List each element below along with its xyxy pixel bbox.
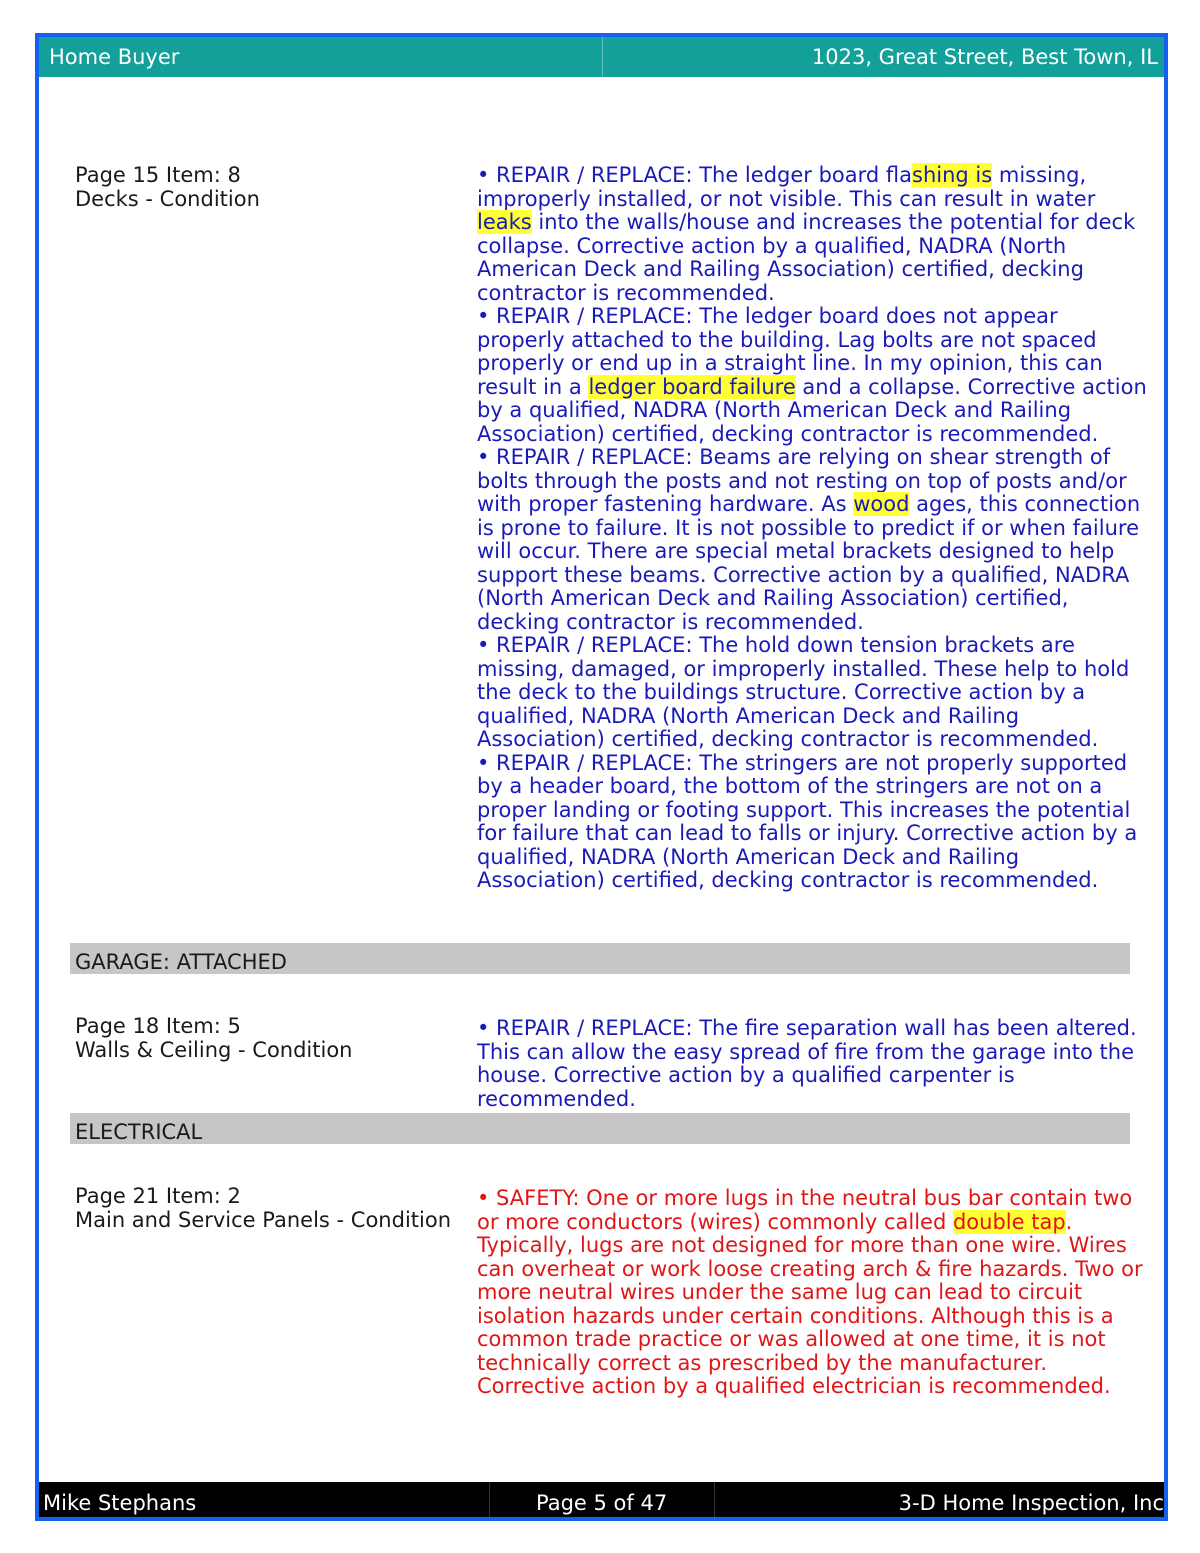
header-divider bbox=[602, 37, 603, 77]
comment-text: • REPAIR / REPLACE: The ledger board fla bbox=[477, 163, 912, 187]
item-ref: Page 15 Item: 8 bbox=[75, 163, 241, 187]
page-number: Page 5 of 47 bbox=[536, 1491, 668, 1515]
comment-text: • SAFETY: One or more lugs in the neutral bus bar contain two or more conductors (wires) commonly called bbox=[477, 1186, 1133, 1234]
inspector-name: Mike Stephans bbox=[43, 1491, 197, 1515]
highlighted-text: leaks bbox=[477, 210, 532, 234]
company-name: 3-D Home Inspection, Inc bbox=[898, 1491, 1164, 1515]
comment-paragraph bbox=[477, 634, 1147, 752]
highlighted-text: ledger board failure bbox=[588, 374, 796, 399]
section-header-electrical bbox=[70, 1113, 1130, 1144]
item-title: Decks - Condition bbox=[75, 186, 260, 211]
comment-paragraph bbox=[477, 305, 1147, 446]
comment-paragraph bbox=[477, 446, 1147, 634]
footer-divider bbox=[489, 1482, 490, 1517]
entry-garage-comments bbox=[477, 1017, 1147, 1111]
item-title: Main and Service Panels - Condition bbox=[75, 1207, 452, 1232]
section-header-garage bbox=[70, 943, 1130, 974]
entry-decks-label bbox=[75, 164, 465, 211]
comment-paragraph bbox=[477, 752, 1147, 893]
client-name: Home Buyer bbox=[49, 45, 180, 69]
item-ref: Page 18 Item: 5 bbox=[75, 1014, 241, 1038]
comment-text: missing, improperly installed, or not visible. This can result in water bbox=[477, 163, 1096, 211]
entry-electrical-comments bbox=[477, 1187, 1147, 1399]
entry-electrical-label bbox=[75, 1185, 465, 1232]
comment-text: • REPAIR / REPLACE: Beams are relying on shear strength of bolts through the posts and not resting on top of posts and/or with proper fastening hardware. As bbox=[477, 445, 1127, 516]
comment-text: • REPAIR / REPLACE: The stringers are not properly supported by a header board, the bottom of the stringers are not on a proper landing or footing support. This increases the potential for failure that can lead to falls or injury. Corrective action by a qualified, NADRA (North American Deck and Railing Association) certified, decking contractor is recommended. bbox=[477, 750, 1138, 892]
highlighted-text: wood bbox=[853, 492, 910, 516]
highlighted-text: shing is bbox=[912, 163, 993, 187]
item-title: Walls & Ceiling - Condition bbox=[75, 1037, 353, 1062]
comment-text: ages, this connection is prone to failure. It is not possible to predict if or when failure will occur. There are special metal brackets designed to help support these beams. Corrective action by a qualified, NADRA (North American Deck and Railing Association) certified, decking contractor is recommended. bbox=[477, 492, 1141, 634]
entry-garage-label bbox=[75, 1015, 465, 1062]
section-title: ELECTRICAL bbox=[75, 1120, 203, 1144]
section-title: GARAGE: ATTACHED bbox=[75, 950, 287, 974]
comment-text: into the walls/house and increases the potential for deck collapse. Corrective action by a qualified, NADRA (North American Deck and Railing Association) certified, decking contractor is recommended. bbox=[477, 210, 1136, 305]
comment-paragraph bbox=[477, 1187, 1147, 1399]
entry-decks-comments bbox=[477, 164, 1147, 893]
property-address: 1023, Great Street, Best Town, IL bbox=[811, 45, 1158, 69]
comment-paragraph bbox=[477, 1017, 1147, 1111]
item-ref: Page 21 Item: 2 bbox=[75, 1184, 241, 1208]
comment-text: and a collapse. Corrective action by a qualified, NADRA (North American Deck and Railing Association) certified, decking contractor is recommended. bbox=[477, 374, 1147, 446]
comment-text: • REPAIR / REPLACE: The hold down tension brackets are missing, damaged, or improperly installed. These help to hold the deck to the buildings structure. Corrective action by a qualified, NADRA (North American Deck and Railing Association) certified, decking contractor is recommended. bbox=[477, 633, 1130, 751]
header-bar bbox=[39, 37, 1164, 77]
comment-text: . Typically, lugs are not designed for more than one wire. Wires can overheat or work loose creating arch & fire hazards. Two or more neutral wires under the same lug can lead to circuit isolation hazards under certain conditions. Although this is a common trade practice or was allowed at one time, it is not technically correct as prescribed by the manufacturer. Corrective action by a qualified electrician is recommended. bbox=[477, 1209, 1143, 1398]
comment-text: • REPAIR / REPLACE: The ledger board does not appear properly attached to the building. Lag bolts are not spaced properly or end up in a straight line. In my opinion, this can result in a bbox=[477, 304, 1103, 399]
comment-text: • REPAIR / REPLACE: The fire separation wall has been altered. This can allow the easy spread of fire from the garage into the house. Corrective action by a qualified carpenter is recommended. bbox=[477, 1016, 1137, 1111]
comment-paragraph bbox=[477, 164, 1147, 305]
highlighted-text: double tap bbox=[952, 1209, 1066, 1234]
page-frame bbox=[35, 33, 1168, 1521]
footer-divider bbox=[714, 1482, 715, 1517]
footer-bar bbox=[39, 1482, 1164, 1517]
